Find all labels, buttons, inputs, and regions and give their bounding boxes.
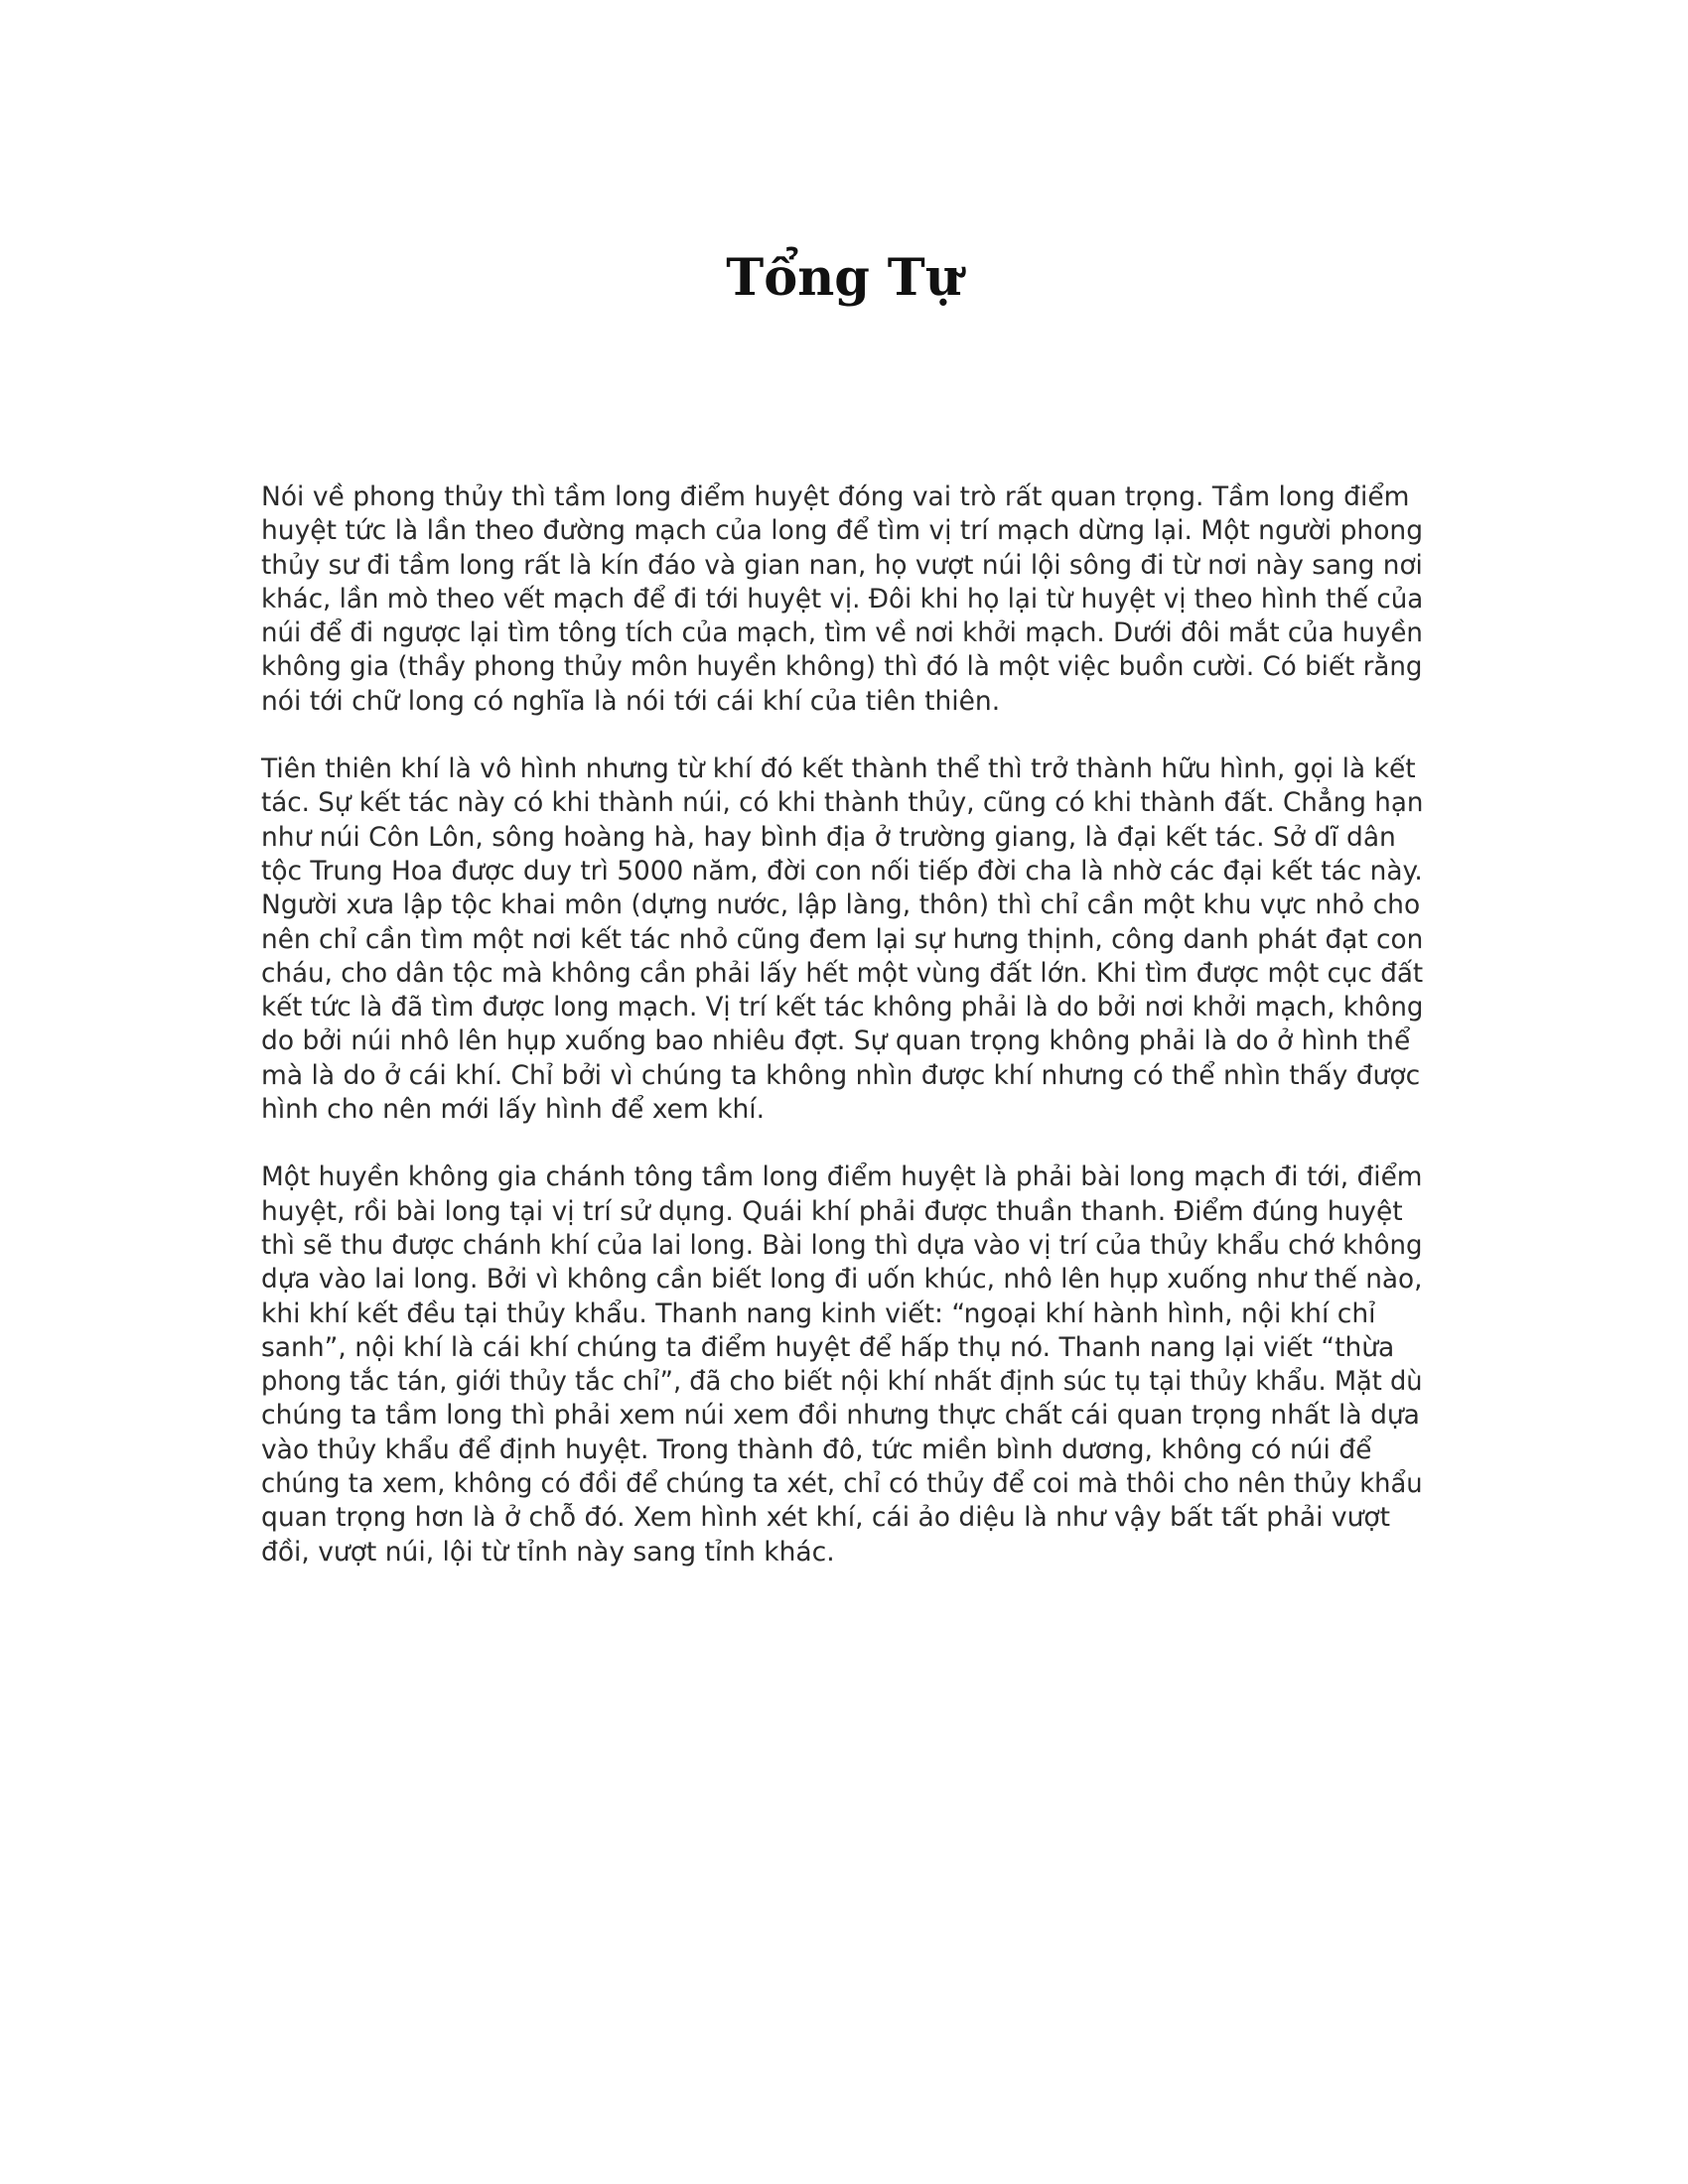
text-line: tộc Trung Hoa được duy trì 5000 năm, đời con nối tiếp đời cha là nhờ các đại kết tác này. <box>261 855 1423 887</box>
text-line: sanh”, nội khí là cái khí chúng ta điểm huyệt để hấp thụ nó. Thanh nang lại viết “thừa <box>261 1331 1395 1363</box>
text-line: không gia (thầy phong thủy môn huyền không) thì đó là một việc buồn cười. Có biết rằng <box>261 651 1423 683</box>
text-line: mà là do ở cái khí. Chỉ bởi vì chúng ta không nhìn được khí nhưng có thể nhìn thấy được <box>261 1059 1421 1091</box>
text-line: nên chỉ cần tìm một nơi kết tác nhỏ cũng đem lại sự hưng thịnh, công danh phát đạt con <box>261 923 1424 955</box>
text-line: nói tới chữ long có nghĩa là nói tới cái khí của tiên thiên. <box>261 685 1001 717</box>
text-line: khác, lần mò theo vết mạch để đi tới huyệt vị. Đôi khi họ lại từ huyệt vị theo hình thế của <box>261 583 1424 614</box>
text-line: phong tắc tán, giới thủy tắc chỉ”, đã cho biết nội khí nhất định súc tụ tại thủy khẩu. Mặt dù <box>261 1366 1423 1398</box>
text-line: kết tức là đã tìm được long mạch. Vị trí kết tác không phải là do bởi nơi khởi mạch, không <box>261 992 1424 1024</box>
paragraph-1 <box>261 480 1423 719</box>
text-line: đồi, vượt núi, lội từ tỉnh này sang tỉnh khác. <box>261 1536 835 1568</box>
paragraph-2 <box>261 752 1423 1127</box>
text-line: quan trọng hơn là ở chỗ đó. Xem hình xét khí, cái ảo diệu là như vậy bất tất phải vượt <box>261 1502 1391 1534</box>
text-line: vào thủy khẩu để định huyệt. Trong thành đô, tức miền bình dương, không có núi để <box>261 1433 1372 1465</box>
text-line: Tiên thiên khí là vô hình nhưng từ khí đó kết thành thể thì trở thành hữu hình, gọi là kết <box>261 753 1416 785</box>
text-line: Người xưa lập tộc khai môn (dựng nước, lập làng, thôn) thì chỉ cần một khu vực nhỏ cho <box>261 889 1421 921</box>
text-line: Một huyền không gia chánh tông tầm long điểm huyệt là phải bài long mạch đi tới, điểm <box>261 1161 1423 1193</box>
text-line: huyệt tức là lần theo đường mạch của long để tìm vị trí mạch dừng lại. Một người phong <box>261 515 1424 547</box>
page-title: Tổng Tự <box>726 248 962 308</box>
text-line: núi để đi ngược lại tìm tông tích của mạch, tìm về nơi khởi mạch. Dưới đôi mắt của huyền <box>261 617 1423 649</box>
document-body <box>261 480 1423 1603</box>
text-line: chúng ta xem, không có đồi để chúng ta xét, chỉ có thủy để coi mà thôi cho nên thủy khẩu <box>261 1468 1423 1500</box>
text-line: thì sẽ thu được chánh khí của lai long. Bài long thì dựa vào vị trí của thủy khẩu chớ không <box>261 1229 1423 1261</box>
text-line: khi khí kết đều tại thủy khẩu. Thanh nang kinh viết: “ngoại khí hành hình, nội khí chỉ <box>261 1297 1376 1329</box>
text-line: cháu, cho dân tộc mà không cần phải lấy hết một vùng đất lớn. Khi tìm được một cục đất <box>261 957 1424 989</box>
text-line: dựa vào lai long. Bởi vì không cần biết long đi uốn khúc, nhô lên hụp xuống như thế nào, <box>261 1264 1423 1296</box>
text-line: tác. Sự kết tác này có khi thành núi, có khi thành thủy, cũng có khi thành đất. Chẳng hạn <box>261 787 1424 819</box>
text-line: Nói về phong thủy thì tầm long điểm huyệt đóng vai trò rất quan trọng. Tầm long điểm <box>261 481 1410 512</box>
text-line: do bởi núi nhô lên hụp xuống bao nhiêu đợt. Sự quan trọng không phải là do ở hình thể <box>261 1025 1411 1057</box>
text-line: hình cho nên mới lấy hình để xem khí. <box>261 1094 766 1126</box>
text-line: như núi Côn Lôn, sông hoàng hà, hay bình địa ở trường giang, là đại kết tác. Sở dĩ dân <box>261 821 1396 853</box>
text-line: chúng ta tầm long thì phải xem núi xem đồi nhưng thực chất cái quan trọng nhất là dựa <box>261 1400 1420 1432</box>
paragraph-3 <box>261 1160 1423 1570</box>
text-line: thủy sư đi tầm long rất là kín đáo và gian nan, họ vượt núi lội sông đi từ nơi này sang nơi <box>261 549 1423 581</box>
text-line: huyệt, rồi bài long tại vị trí sử dụng. Quái khí phải được thuần thanh. Điểm đúng huyệt <box>261 1195 1403 1227</box>
